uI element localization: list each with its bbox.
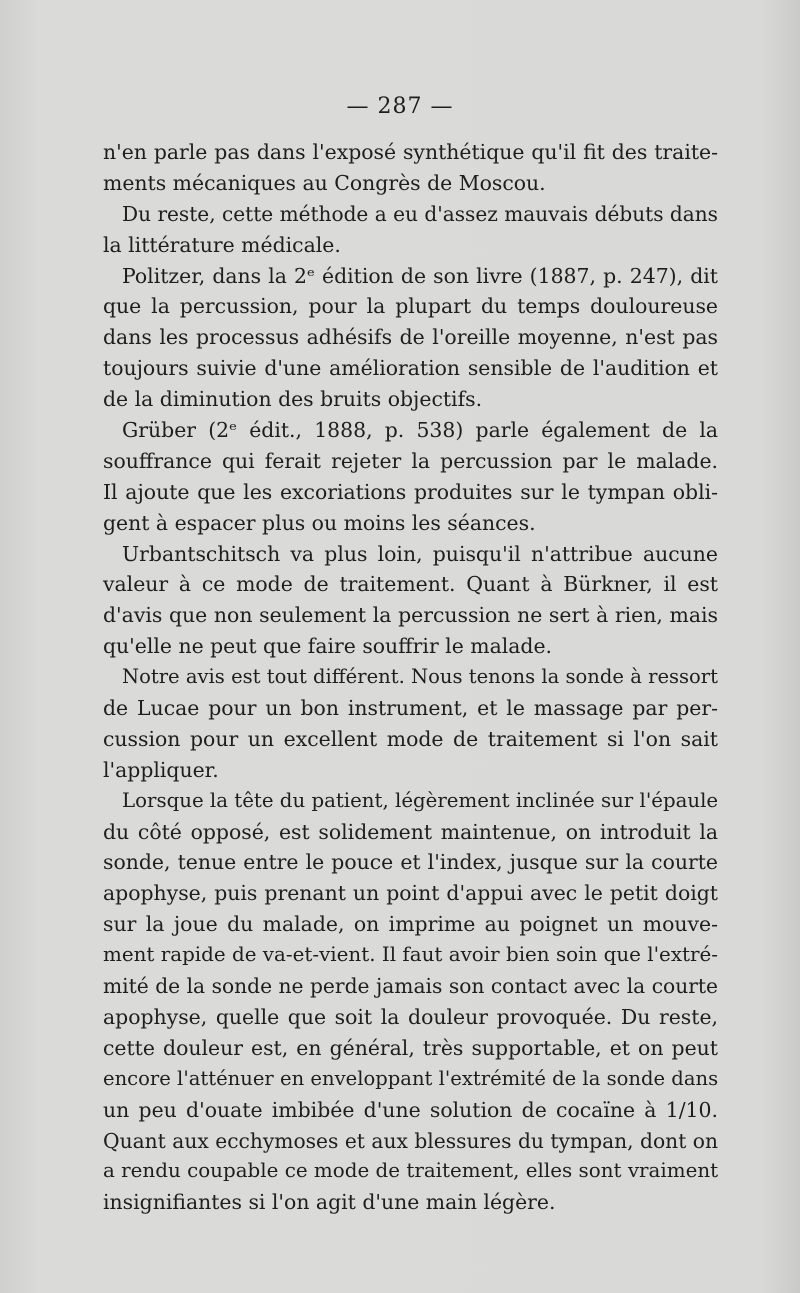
text-line: insignifiantes si l'on agit d'une main légère. [103, 1190, 556, 1215]
text-line: toujours suivie d'une amélioration sensible de l'audition et [103, 356, 718, 381]
text-line: qu'elle ne peut que faire souffrir le malade. [103, 634, 553, 659]
text-line: cette douleur est, en général, très supportable, et on peut [103, 1035, 718, 1060]
text-line: que la percussion, pour la plupart du temps douloureuse [103, 294, 718, 319]
text-line: souffrance qui ferait rejeter la percussion par le malade. [103, 448, 718, 473]
text-line: encore l'atténuer en enveloppant l'extrémité de la sonde dans [103, 1066, 719, 1090]
text-line: du côté opposé, est solidement maintenue, on introduit la [103, 819, 718, 844]
text-line: valeur à ce mode de traitement. Quant à Bürkner, il est [103, 572, 718, 597]
text-line: Du reste, cette méthode a eu d'assez mauvais débuts dans [122, 201, 718, 226]
text-line: ment rapide de va-et-vient. Il faut avoir bien soin que l'extré- [103, 943, 718, 967]
text-line: de Lucae pour un bon instrument, et le massage par per- [103, 696, 718, 721]
text-line: la littérature médicale. [103, 232, 341, 257]
text-line: Notre avis est tout différent. Nous tenons la sonde à ressort [122, 665, 718, 689]
text-line: Urbantschitsch va plus loin, puisqu'il n'attribue aucune [122, 541, 718, 566]
text-line: sur la joue du malade, on imprime au poignet un mouve- [103, 912, 718, 937]
text-line: Lorsque la tête du patient, légèrement inclinée sur l'épaule [122, 788, 719, 812]
text-line: apophyse, puis prenant un point d'appui avec le petit doigt [103, 881, 718, 906]
text-line: de la diminution des bruits objectifs. [103, 387, 483, 412]
text-line: Quant aux ecchymoses et aux blessures du tympan, dont on [103, 1128, 718, 1153]
text-line: a rendu coupable ce mode de traitement, elles sont vraiment [103, 1159, 719, 1183]
text-line: sonde, tenue entre le pouce et l'index, jusque sur la courte [103, 850, 718, 875]
text-line: mité de la sonde ne perde jamais son contact avec la courte [103, 974, 718, 999]
text-line: apophyse, quelle que soit la douleur provoquée. Du reste, [103, 1004, 718, 1029]
page-number: — 287 — [346, 94, 454, 119]
text-line: n'en parle pas dans l'exposé synthétique qu'il fit des traite- [103, 140, 718, 164]
text-line: l'appliquer. [103, 757, 219, 782]
text-line: Il ajoute que les excoriations produites sur le tympan obli- [103, 479, 718, 504]
text-line: un peu d'ouate imbibée d'une solution de cocaïne à 1/10. [103, 1097, 718, 1122]
text-line: ments mécaniques au Congrès de Moscou. [103, 170, 546, 195]
text-line: d'avis que non seulement la percussion ne sert à rien, mais [103, 603, 718, 628]
text-line: Politzer, dans la 2ᵉ édition de son livre (1887, p. 247), dit [122, 263, 718, 288]
text-line: gent à espacer plus ou moins les séances. [103, 510, 536, 535]
text-line: cussion pour un excellent mode de traitement si l'on sait [103, 726, 718, 751]
body-text [103, 137, 718, 1218]
text-line: Grüber (2ᵉ édit., 1888, p. 538) parle également de la [122, 418, 718, 443]
text-line: dans les processus adhésifs de l'oreille moyenne, n'est pas [103, 325, 718, 350]
